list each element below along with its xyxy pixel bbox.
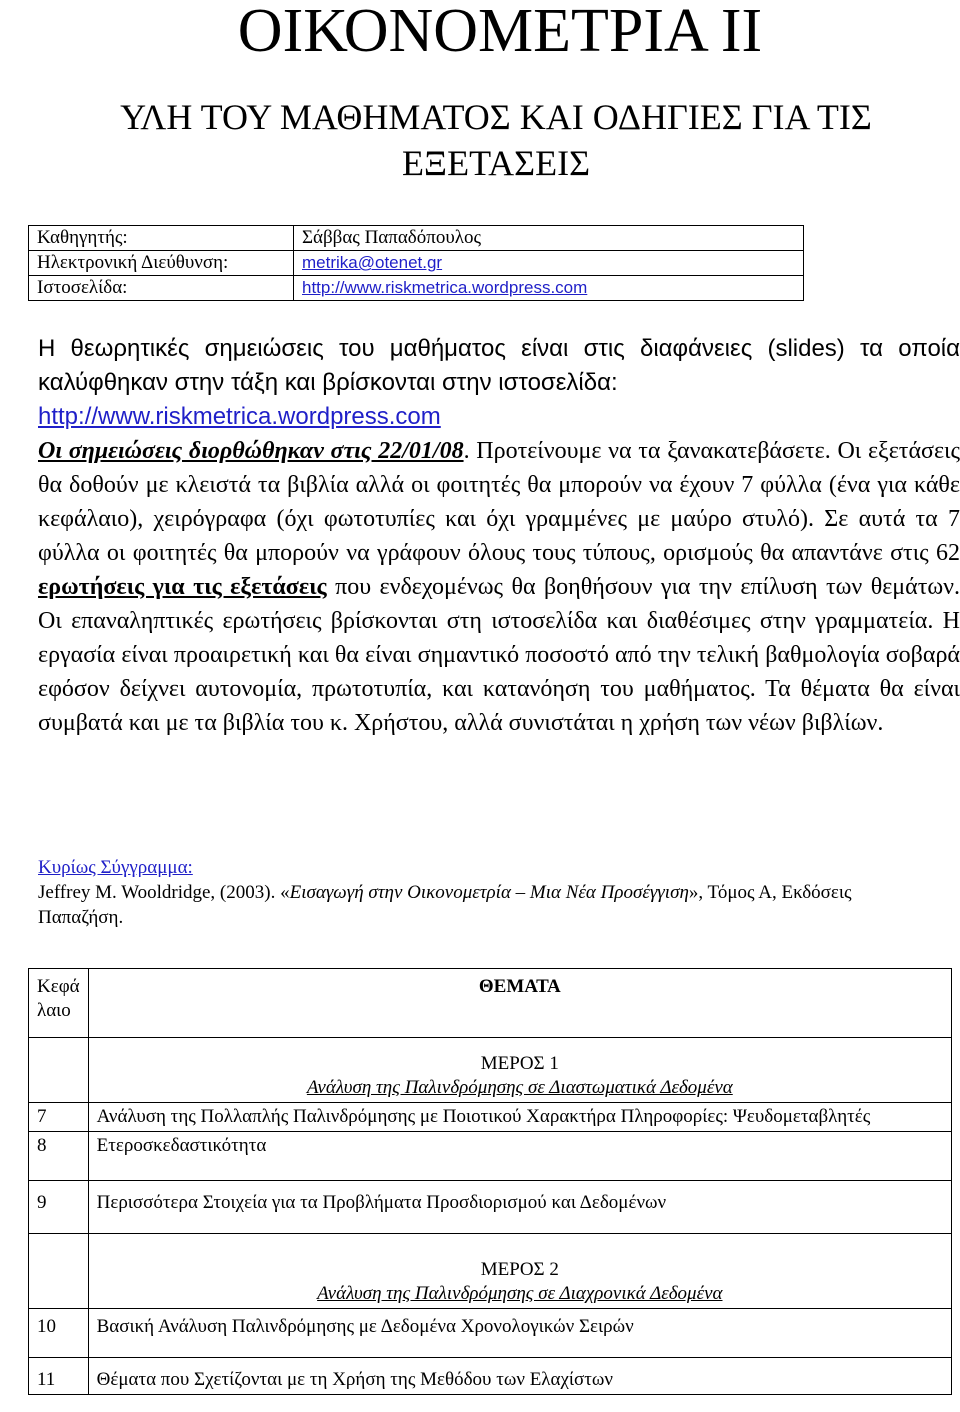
paragraph-text: Τα θέματα θα είναι συμβατά και με τα βιβλία του κ. Χρήστου, αλλά συνιστάται η χρήση των νέων βιβλίων.	[38, 676, 960, 736]
chapter-number: 8	[29, 1132, 89, 1181]
website-link[interactable]: http://www.riskmetrica.wordpress.com	[302, 278, 588, 297]
chapter-topic: Ετεροσκεδαστικότητα	[88, 1132, 951, 1181]
notes-link[interactable]: http://www.riskmetrica.wordpress.com	[38, 403, 441, 430]
table-row	[29, 276, 804, 301]
table-row	[29, 1234, 952, 1309]
chapter-number: 11	[29, 1358, 89, 1395]
part-title: ΜΕΡΟΣ 1	[480, 1053, 559, 1074]
chapter-topic: Ανάλυση της Πολλαπλής Παλινδρόμησης με Ποιοτικού Χαρακτήρα Πληροφορίες: Ψευδομεταβλητές	[88, 1103, 951, 1132]
table-header-row	[29, 969, 952, 1038]
corrected-note: Οι σημειώσεις διορθώθηκαν στις 22/01/08	[38, 438, 464, 464]
part-subtitle: Ανάλυση της Παλινδρόμησης σε Διαχρονικά Δεδομένα	[317, 1283, 723, 1304]
chapter-number: 10	[29, 1309, 89, 1358]
textbook-rest: », Τόμος Α, Εκδόσεις Παπαζήση.	[38, 882, 852, 928]
chapter-number: 7	[29, 1103, 89, 1132]
chapter-topic: Βασική Ανάλυση Παλινδρόμησης με Δεδομένα Χρονολογικών Σειρών	[88, 1309, 951, 1358]
chapter-topic: Θέματα που Σχετίζονται με τη Χρήση της Μεθόδου των Ελαχίστων	[88, 1358, 951, 1395]
paragraph-text: Οι επαναληπτικές ερωτήσεις βρίσκονται στη ιστοσελίδα και διαθέσιμες στην γραμματεία.	[38, 608, 934, 634]
website-label: Ιστοσελίδα:	[29, 276, 294, 301]
document-subtitle: ΥΛΗ ΤΟΥ ΜΑΘΗΜΑΤΟΣ ΚΑΙ ΟΔΗΓΙΕΣ ΓΙΑ ΤΙΣ ΕΞΕΤΑΣΕΙΣ	[120, 97, 872, 183]
table-row	[29, 1358, 952, 1395]
chapter-column-header: Κεφά λαιο	[29, 969, 89, 1038]
paragraph-text: που ενδεχομένως θα βοηθήσουν για την επίλυση των θεμάτων.	[326, 574, 960, 600]
document-title: ΟΙΚΟΝΟΜΕΤΡΙΑ ΙΙ	[237, 0, 763, 65]
empty-cell	[29, 1038, 89, 1103]
paragraph-text: . Προτείνουμε να τα ξανακατεβάσετε.	[463, 438, 831, 464]
notes-section	[38, 332, 960, 740]
exam-instructions	[38, 434, 960, 740]
table-row	[29, 1103, 952, 1132]
notes-heading-text: Η θεωρητικές σημειώσεις του μαθήματος είναι στις διαφάνειες (slides) τα οποία καλύφθηκαν στην τάξη και βρίσκονται στην ιστοσελίδα:	[38, 335, 960, 396]
email-link[interactable]: metrika@otenet.gr	[302, 253, 443, 272]
chapter-topic: Περισσότερα Στοιχεία για τα Προβλήματα Προσδιορισμού και Δεδομένων	[88, 1181, 951, 1234]
paragraph-text: Σε αυτά τα 7 φύλλα οι φοιτητές θα μπορούν να γράφουν όλους τους τύπους, ορισμούς θα απαντάνε στις 62	[38, 506, 960, 566]
professor-label: Καθηγητής:	[29, 226, 294, 251]
table-row	[29, 1038, 952, 1103]
table-row	[29, 226, 804, 251]
table-row	[29, 251, 804, 276]
part-1-header	[88, 1038, 951, 1103]
paragraph-text: Οι εξετάσεις θα δοθούν με κλειστά τα βιβλία αλλά οι φοιτητές θα μπορούν να έχουν 7 φύλλα (ένα για κάθε κεφάλαιο), χειρόγραφα (όχι φωτοτυπίες και όχι γραμμένες με μαύρο στυλό).	[38, 438, 960, 532]
professor-value: Σάββας Παπαδόπουλος	[294, 226, 804, 251]
questions-link[interactable]: ερωτήσεις για τις εξετάσεις	[38, 574, 327, 600]
textbook-title: Εισαγωγή στην Οικονομετρία – Μια Νέα Προσέγγιση	[289, 882, 689, 903]
textbook-label: Κυρίως Σύγγραμμα:	[38, 857, 193, 878]
notes-heading	[38, 332, 960, 434]
table-row	[29, 1309, 952, 1358]
topics-column-header: ΘΕΜΑΤΑ	[88, 969, 951, 1038]
part-subtitle: Ανάλυση της Παλινδρόμησης σε Διαστωματικά Δεδομένα	[306, 1077, 733, 1098]
textbook-section	[38, 855, 938, 930]
part-title: ΜΕΡΟΣ 2	[480, 1259, 559, 1280]
chapter-number: 9	[29, 1181, 89, 1234]
part-2-header	[88, 1234, 951, 1309]
empty-cell	[29, 1234, 89, 1309]
table-row	[29, 1132, 952, 1181]
paragraph-text: Η εργασία είναι προαιρετική και θα είναι σημαντικό ποσοστό από την τελική βαθμολογία σοβαρά εφόσον δείχνει αυτονομία, πρωτοτυπία, και κατανόηση του μαθήματος.	[38, 608, 960, 702]
table-row	[29, 1181, 952, 1234]
email-label: Ηλεκτρονική Διεύθυνση:	[29, 251, 294, 276]
contact-table	[28, 225, 804, 301]
textbook-author: Jeffrey M. Wooldridge, (2003). «	[38, 882, 290, 903]
topics-table	[28, 968, 952, 1395]
